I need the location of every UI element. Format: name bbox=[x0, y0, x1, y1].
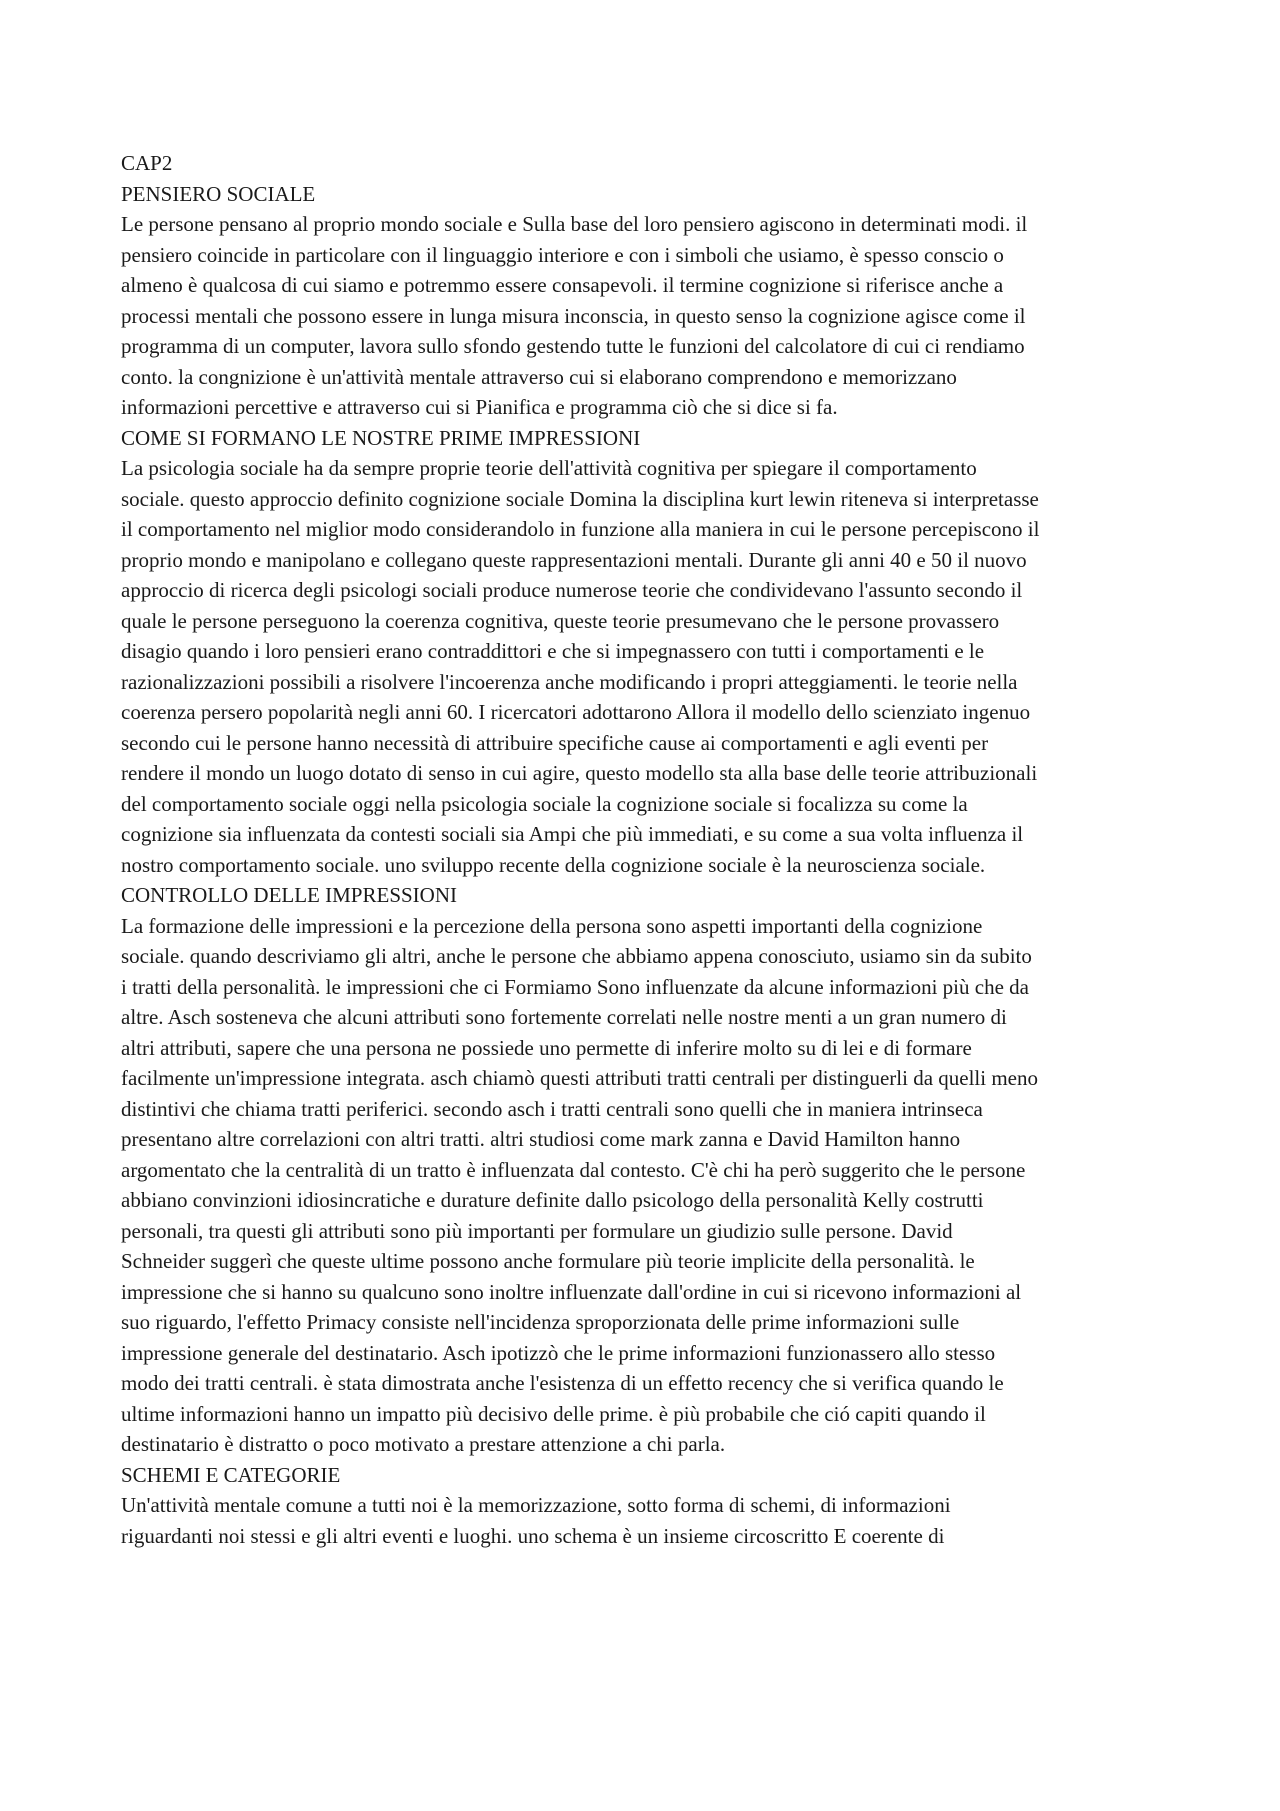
section-body-schemi-categorie: Un'attività mentale comune a tutti noi è la memorizzazione, sotto forma di schemi, di informazioni riguardanti noi stessi e gli altri eventi e luoghi. uno schema è un insieme circoscritto E coerente di bbox=[121, 1493, 951, 1548]
section-heading-pensiero-sociale: PENSIERO SOCIALE bbox=[121, 181, 316, 206]
section-body-controllo-impressioni: La formazione delle impressioni e la percezione della persona sono aspetti importanti della cognizione sociale. quando descriviamo gli altri, anche le persone che abbiamo appena conosciuto, usiamo sin da subito i tratti della personalità. le impressioni che ci Formiamo Sono influenzate da alcune informazioni più che da altre. Asch sosteneva che alcuni attributi sono fortemente correlati nelle nostre menti a un gran numero di altri attributi, sapere che una persona ne possiede uno permette di inferire molto su di lei e di formare facilmente un'impressione integrata. asch chiamò questi attributi tratti centrali per distinguerli da quelli meno distintivi che chiama tratti periferici. secondo asch i tratti centrali sono quelli che in maniera intrinseca presentano altre correlazioni con altri tratti. altri studiosi come mark zanna e David Hamilton hanno argomentato che la centralità di un tratto è influenzata dal contesto. C'è chi ha però suggerito che le persone abbiano convinzioni idiosincratiche e durature definite dallo psicologo della personalità Kelly costrutti personali, tra questi gli attributi sono più importanti per formulare un giudizio sulle persone. David Schneider suggerì che queste ultime possono anche formulare più teorie implicite della personalità. le impressione che si hanno su qualcuno sono inoltre influenzate dall'ordine in cui si ricevono informazioni al suo riguardo, l'effetto Primacy consiste nell'incidenza sproporzionata delle prime informazioni sulle impressione generale del destinatario. Asch ipotizzò che le prime informazioni funzionassero allo stesso modo dei tratti centrali. è stata dimostrata anche l'esistenza di un effetto recency che si verifica quando le ultime informazioni hanno un impatto più decisivo delle prime. è più probabile che ció capiti quando il destinatario è distratto o poco motivato a prestare attenzione a chi parla. bbox=[121, 913, 1038, 1456]
section-body-pensiero-sociale: Le persone pensano al proprio mondo sociale e Sulla base del loro pensiero agiscono in determinati modi. il pensiero coincide in particolare con il linguaggio interiore e con i simboli che usiamo, è spesso conscio o almeno è qualcosa di cui siamo e potremmo essere consapevoli. il termine cognizione si riferisce anche a processi mentali che possono essere in lunga misura inconscia, in questo senso la cognizione agisce come il programma di un computer, lavora sullo sfondo gestendo tutte le funzioni del calcolatore di cui ci rendiamo conto. la congnizione è un'attività mentale attraverso cui si elaborano comprendono e memorizzano informazioni percettive e attraverso cui si Pianifica e programma ciò che si dice si fa. bbox=[121, 212, 1028, 419]
section-heading-schemi-categorie: SCHEMI E CATEGORIE bbox=[121, 1462, 341, 1487]
document-page bbox=[121, 148, 1171, 1551]
chapter-title: CAP2 bbox=[121, 151, 173, 175]
section-heading-prime-impressioni: COME SI FORMANO LE NOSTRE PRIME IMPRESSIONI bbox=[121, 425, 641, 450]
section-body-prime-impressioni: La psicologia sociale ha da sempre proprie teorie dell'attività cognitiva per spiegare il comportamento sociale. questo approccio definito cognizione sociale Domina la disciplina kurt lewin riteneva si interpretasse il comportamento nel miglior modo considerandolo in funzione alla maniera in cui le persone percepiscono il proprio mondo e manipolano e collegano queste rappresentazioni mentali. Durante gli anni 40 e 50 il nuovo approccio di ricerca degli psicologi sociali produce numerose teorie che condividevano l'assunto secondo il quale le persone perseguono la coerenza cognitiva, queste teorie presumevano che le persone provassero disagio quando i loro pensieri erano contraddittori e che si impegnassero con tutti i comportamenti e le razionalizzazioni possibili a risolvere l'incoerenza anche modificando i propri atteggiamenti. le teorie nella coerenza persero popolarità negli anni 60. I ricercatori adottarono Allora il modello dello scienziato ingenuo secondo cui le persone hanno necessità di attribuire specifiche cause ai comportamenti e agli eventi per rendere il mondo un luogo dotato di senso in cui agire, questo modello sta alla base delle teorie attribuzionali del comportamento sociale oggi nella psicologia sociale la cognizione sociale si focalizza su come la cognizione sia influenzata da contesti sociali sia Ampi che più immediati, e su come a sua volta influenza il nostro comportamento sociale. uno sviluppo recente della cognizione sociale è la neuroscienza sociale. bbox=[121, 456, 1040, 877]
section-heading-controllo-impressioni: CONTROLLO DELLE IMPRESSIONI bbox=[121, 883, 457, 907]
